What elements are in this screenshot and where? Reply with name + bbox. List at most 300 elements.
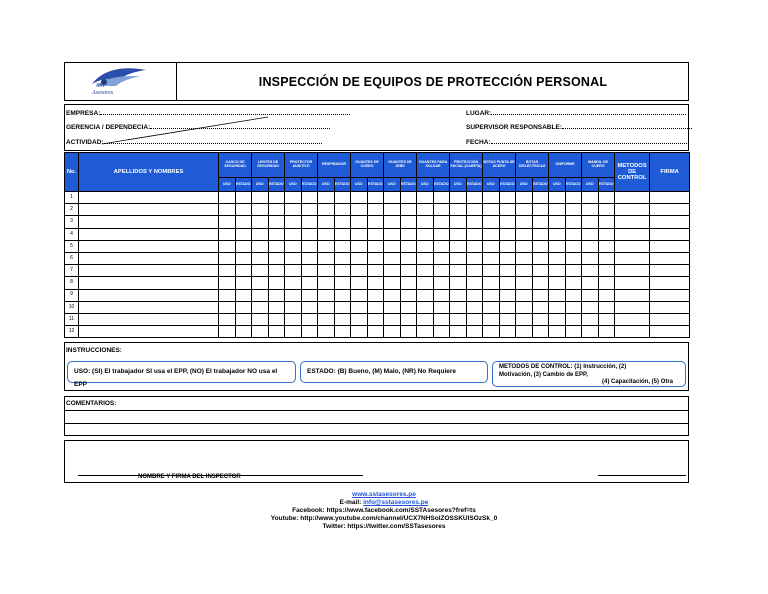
epp-cell[interactable] <box>400 228 417 240</box>
epp-cell[interactable] <box>351 240 368 252</box>
epp-cell[interactable] <box>384 228 401 240</box>
epp-cell[interactable] <box>483 277 500 289</box>
epp-cell[interactable] <box>285 277 302 289</box>
epp-cell[interactable] <box>466 326 483 338</box>
epp-cell[interactable] <box>565 252 582 264</box>
epp-cell[interactable] <box>252 192 269 204</box>
name-cell[interactable] <box>79 301 219 313</box>
epp-cell[interactable] <box>252 204 269 216</box>
fecha-field[interactable] <box>466 139 689 146</box>
epp-cell[interactable] <box>351 313 368 325</box>
epp-cell[interactable] <box>582 326 599 338</box>
firma-cell[interactable] <box>650 265 690 277</box>
epp-cell[interactable] <box>301 313 318 325</box>
name-cell[interactable] <box>79 277 219 289</box>
epp-cell[interactable] <box>549 313 566 325</box>
epp-cell[interactable] <box>367 326 384 338</box>
epp-cell[interactable] <box>549 228 566 240</box>
web-link[interactable]: www.sstasesores.pe <box>352 491 416 498</box>
epp-cell[interactable] <box>582 265 599 277</box>
epp-cell[interactable] <box>235 277 252 289</box>
metodos-cell[interactable] <box>615 192 650 204</box>
epp-cell[interactable] <box>351 216 368 228</box>
firma-cell[interactable] <box>650 326 690 338</box>
epp-cell[interactable] <box>565 228 582 240</box>
epp-cell[interactable] <box>219 277 236 289</box>
epp-cell[interactable] <box>565 192 582 204</box>
epp-cell[interactable] <box>400 192 417 204</box>
name-cell[interactable] <box>79 204 219 216</box>
epp-cell[interactable] <box>367 289 384 301</box>
epp-cell[interactable] <box>466 216 483 228</box>
epp-cell[interactable] <box>268 192 285 204</box>
epp-cell[interactable] <box>466 313 483 325</box>
epp-cell[interactable] <box>384 289 401 301</box>
epp-cell[interactable] <box>400 240 417 252</box>
epp-cell[interactable] <box>318 265 335 277</box>
epp-cell[interactable] <box>466 277 483 289</box>
epp-cell[interactable] <box>598 277 615 289</box>
epp-cell[interactable] <box>433 204 450 216</box>
epp-cell[interactable] <box>582 289 599 301</box>
epp-cell[interactable] <box>499 192 516 204</box>
epp-cell[interactable] <box>417 204 434 216</box>
epp-cell[interactable] <box>516 192 533 204</box>
epp-cell[interactable] <box>400 289 417 301</box>
epp-cell[interactable] <box>499 240 516 252</box>
epp-cell[interactable] <box>516 240 533 252</box>
epp-cell[interactable] <box>235 240 252 252</box>
epp-cell[interactable] <box>235 216 252 228</box>
epp-cell[interactable] <box>400 313 417 325</box>
metodos-cell[interactable] <box>615 289 650 301</box>
epp-cell[interactable] <box>301 301 318 313</box>
epp-cell[interactable] <box>384 265 401 277</box>
supervisor-field[interactable] <box>466 124 692 131</box>
metodos-cell[interactable] <box>615 228 650 240</box>
epp-cell[interactable] <box>565 326 582 338</box>
epp-cell[interactable] <box>252 301 269 313</box>
epp-cell[interactable] <box>516 265 533 277</box>
epp-cell[interactable] <box>499 326 516 338</box>
epp-cell[interactable] <box>351 289 368 301</box>
epp-cell[interactable] <box>219 326 236 338</box>
epp-cell[interactable] <box>400 265 417 277</box>
epp-cell[interactable] <box>516 252 533 264</box>
epp-cell[interactable] <box>598 313 615 325</box>
epp-cell[interactable] <box>582 240 599 252</box>
epp-cell[interactable] <box>516 301 533 313</box>
epp-cell[interactable] <box>565 265 582 277</box>
epp-cell[interactable] <box>334 313 351 325</box>
epp-cell[interactable] <box>433 301 450 313</box>
epp-cell[interactable] <box>499 204 516 216</box>
epp-cell[interactable] <box>235 252 252 264</box>
epp-cell[interactable] <box>499 277 516 289</box>
name-cell[interactable] <box>79 265 219 277</box>
epp-cell[interactable] <box>400 326 417 338</box>
email-link[interactable]: info@sstasesores.pe <box>363 499 429 506</box>
epp-cell[interactable] <box>532 289 549 301</box>
epp-cell[interactable] <box>252 289 269 301</box>
epp-cell[interactable] <box>235 204 252 216</box>
epp-cell[interactable] <box>219 252 236 264</box>
epp-cell[interactable] <box>433 228 450 240</box>
epp-cell[interactable] <box>219 204 236 216</box>
epp-cell[interactable] <box>450 240 467 252</box>
epp-cell[interactable] <box>285 204 302 216</box>
epp-cell[interactable] <box>549 326 566 338</box>
epp-cell[interactable] <box>285 192 302 204</box>
epp-cell[interactable] <box>384 301 401 313</box>
epp-cell[interactable] <box>235 192 252 204</box>
epp-cell[interactable] <box>301 277 318 289</box>
epp-cell[interactable] <box>433 216 450 228</box>
epp-cell[interactable] <box>450 204 467 216</box>
epp-cell[interactable] <box>466 301 483 313</box>
epp-cell[interactable] <box>532 326 549 338</box>
epp-cell[interactable] <box>499 216 516 228</box>
epp-cell[interactable] <box>417 277 434 289</box>
epp-cell[interactable] <box>433 240 450 252</box>
epp-cell[interactable] <box>433 313 450 325</box>
epp-cell[interactable] <box>301 240 318 252</box>
epp-cell[interactable] <box>252 240 269 252</box>
epp-cell[interactable] <box>582 301 599 313</box>
epp-cell[interactable] <box>565 216 582 228</box>
firma-cell[interactable] <box>650 313 690 325</box>
epp-cell[interactable] <box>268 216 285 228</box>
epp-cell[interactable] <box>532 240 549 252</box>
epp-cell[interactable] <box>450 192 467 204</box>
firma-cell[interactable] <box>650 204 690 216</box>
epp-cell[interactable] <box>549 252 566 264</box>
epp-cell[interactable] <box>268 313 285 325</box>
epp-cell[interactable] <box>532 277 549 289</box>
epp-cell[interactable] <box>268 301 285 313</box>
epp-cell[interactable] <box>367 252 384 264</box>
epp-cell[interactable] <box>549 289 566 301</box>
epp-cell[interactable] <box>499 228 516 240</box>
epp-cell[interactable] <box>334 240 351 252</box>
firma-cell[interactable] <box>650 252 690 264</box>
epp-cell[interactable] <box>516 277 533 289</box>
epp-cell[interactable] <box>285 216 302 228</box>
epp-cell[interactable] <box>598 289 615 301</box>
metodos-cell[interactable] <box>615 216 650 228</box>
epp-cell[interactable] <box>483 192 500 204</box>
epp-cell[interactable] <box>483 252 500 264</box>
epp-cell[interactable] <box>598 252 615 264</box>
epp-cell[interactable] <box>483 204 500 216</box>
epp-cell[interactable] <box>268 228 285 240</box>
epp-cell[interactable] <box>417 265 434 277</box>
epp-cell[interactable] <box>252 277 269 289</box>
name-cell[interactable] <box>79 228 219 240</box>
epp-cell[interactable] <box>466 252 483 264</box>
epp-cell[interactable] <box>268 289 285 301</box>
firma-cell[interactable] <box>650 289 690 301</box>
epp-cell[interactable] <box>384 313 401 325</box>
epp-cell[interactable] <box>318 313 335 325</box>
epp-cell[interactable] <box>285 313 302 325</box>
epp-cell[interactable] <box>598 216 615 228</box>
epp-cell[interactable] <box>367 277 384 289</box>
epp-cell[interactable] <box>252 216 269 228</box>
epp-cell[interactable] <box>532 252 549 264</box>
epp-cell[interactable] <box>483 313 500 325</box>
epp-cell[interactable] <box>532 216 549 228</box>
name-cell[interactable] <box>79 326 219 338</box>
name-cell[interactable] <box>79 240 219 252</box>
epp-cell[interactable] <box>466 204 483 216</box>
epp-cell[interactable] <box>384 204 401 216</box>
epp-cell[interactable] <box>367 228 384 240</box>
epp-cell[interactable] <box>532 301 549 313</box>
epp-cell[interactable] <box>417 216 434 228</box>
epp-cell[interactable] <box>334 216 351 228</box>
epp-cell[interactable] <box>318 277 335 289</box>
epp-cell[interactable] <box>285 289 302 301</box>
epp-cell[interactable] <box>219 228 236 240</box>
epp-cell[interactable] <box>318 252 335 264</box>
epp-cell[interactable] <box>450 301 467 313</box>
epp-cell[interactable] <box>268 277 285 289</box>
epp-cell[interactable] <box>433 289 450 301</box>
epp-cell[interactable] <box>532 265 549 277</box>
epp-cell[interactable] <box>483 228 500 240</box>
epp-cell[interactable] <box>252 313 269 325</box>
epp-cell[interactable] <box>598 228 615 240</box>
epp-cell[interactable] <box>549 204 566 216</box>
epp-cell[interactable] <box>549 216 566 228</box>
epp-cell[interactable] <box>268 326 285 338</box>
epp-cell[interactable] <box>334 289 351 301</box>
epp-cell[interactable] <box>235 289 252 301</box>
epp-cell[interactable] <box>598 192 615 204</box>
epp-cell[interactable] <box>450 289 467 301</box>
epp-cell[interactable] <box>400 216 417 228</box>
epp-cell[interactable] <box>582 192 599 204</box>
firma-cell[interactable] <box>650 228 690 240</box>
epp-cell[interactable] <box>301 216 318 228</box>
firma-cell[interactable] <box>650 192 690 204</box>
epp-cell[interactable] <box>351 192 368 204</box>
name-cell[interactable] <box>79 289 219 301</box>
epp-cell[interactable] <box>565 301 582 313</box>
epp-cell[interactable] <box>450 228 467 240</box>
epp-cell[interactable] <box>466 240 483 252</box>
epp-cell[interactable] <box>417 228 434 240</box>
epp-cell[interactable] <box>235 265 252 277</box>
epp-cell[interactable] <box>285 252 302 264</box>
epp-cell[interactable] <box>252 326 269 338</box>
epp-cell[interactable] <box>582 252 599 264</box>
epp-cell[interactable] <box>598 204 615 216</box>
epp-cell[interactable] <box>483 301 500 313</box>
name-cell[interactable] <box>79 252 219 264</box>
epp-cell[interactable] <box>334 301 351 313</box>
epp-cell[interactable] <box>466 265 483 277</box>
epp-cell[interactable] <box>252 265 269 277</box>
epp-cell[interactable] <box>400 301 417 313</box>
epp-cell[interactable] <box>367 204 384 216</box>
epp-cell[interactable] <box>549 277 566 289</box>
epp-cell[interactable] <box>433 265 450 277</box>
firma-cell[interactable] <box>650 301 690 313</box>
firma-cell[interactable] <box>650 240 690 252</box>
epp-cell[interactable] <box>367 301 384 313</box>
epp-cell[interactable] <box>301 192 318 204</box>
epp-cell[interactable] <box>301 228 318 240</box>
epp-cell[interactable] <box>532 192 549 204</box>
epp-cell[interactable] <box>565 204 582 216</box>
epp-cell[interactable] <box>400 252 417 264</box>
epp-cell[interactable] <box>483 289 500 301</box>
epp-cell[interactable] <box>219 265 236 277</box>
epp-cell[interactable] <box>334 326 351 338</box>
epp-cell[interactable] <box>466 289 483 301</box>
epp-cell[interactable] <box>499 265 516 277</box>
epp-cell[interactable] <box>301 265 318 277</box>
epp-cell[interactable] <box>384 216 401 228</box>
epp-cell[interactable] <box>417 252 434 264</box>
epp-cell[interactable] <box>318 192 335 204</box>
epp-cell[interactable] <box>450 216 467 228</box>
epp-cell[interactable] <box>367 192 384 204</box>
epp-cell[interactable] <box>285 326 302 338</box>
firma-cell[interactable] <box>650 216 690 228</box>
epp-cell[interactable] <box>351 204 368 216</box>
epp-cell[interactable] <box>219 313 236 325</box>
footer-twitter[interactable]: Twitter: https://twitter.com/SSTasesores <box>322 523 446 530</box>
metodos-cell[interactable] <box>615 252 650 264</box>
epp-cell[interactable] <box>285 228 302 240</box>
lugar-field[interactable] <box>466 110 686 117</box>
epp-cell[interactable] <box>582 277 599 289</box>
epp-cell[interactable] <box>549 301 566 313</box>
epp-cell[interactable] <box>516 216 533 228</box>
epp-cell[interactable] <box>384 326 401 338</box>
epp-cell[interactable] <box>433 277 450 289</box>
epp-cell[interactable] <box>582 216 599 228</box>
epp-cell[interactable] <box>598 326 615 338</box>
epp-cell[interactable] <box>351 265 368 277</box>
name-cell[interactable] <box>79 313 219 325</box>
metodos-cell[interactable] <box>615 240 650 252</box>
epp-cell[interactable] <box>466 228 483 240</box>
metodos-cell[interactable] <box>615 313 650 325</box>
epp-cell[interactable] <box>516 204 533 216</box>
epp-cell[interactable] <box>334 277 351 289</box>
epp-cell[interactable] <box>450 313 467 325</box>
epp-cell[interactable] <box>516 289 533 301</box>
epp-cell[interactable] <box>483 265 500 277</box>
epp-cell[interactable] <box>417 192 434 204</box>
epp-cell[interactable] <box>549 265 566 277</box>
epp-cell[interactable] <box>483 326 500 338</box>
epp-cell[interactable] <box>367 313 384 325</box>
epp-cell[interactable] <box>219 192 236 204</box>
epp-cell[interactable] <box>384 252 401 264</box>
epp-cell[interactable] <box>433 326 450 338</box>
epp-cell[interactable] <box>565 313 582 325</box>
epp-cell[interactable] <box>351 301 368 313</box>
epp-cell[interactable] <box>417 240 434 252</box>
epp-cell[interactable] <box>483 216 500 228</box>
epp-cell[interactable] <box>483 240 500 252</box>
epp-cell[interactable] <box>598 301 615 313</box>
epp-cell[interactable] <box>268 265 285 277</box>
epp-cell[interactable] <box>499 313 516 325</box>
epp-cell[interactable] <box>499 301 516 313</box>
epp-cell[interactable] <box>450 252 467 264</box>
epp-cell[interactable] <box>400 277 417 289</box>
epp-cell[interactable] <box>219 301 236 313</box>
epp-cell[interactable] <box>334 192 351 204</box>
metodos-cell[interactable] <box>615 326 650 338</box>
epp-cell[interactable] <box>532 228 549 240</box>
epp-cell[interactable] <box>235 301 252 313</box>
name-cell[interactable] <box>79 192 219 204</box>
epp-cell[interactable] <box>318 240 335 252</box>
epp-cell[interactable] <box>351 326 368 338</box>
epp-cell[interactable] <box>318 301 335 313</box>
epp-cell[interactable] <box>268 204 285 216</box>
epp-cell[interactable] <box>384 277 401 289</box>
epp-cell[interactable] <box>268 252 285 264</box>
epp-cell[interactable] <box>219 216 236 228</box>
epp-cell[interactable] <box>417 301 434 313</box>
epp-cell[interactable] <box>351 252 368 264</box>
epp-cell[interactable] <box>582 204 599 216</box>
epp-cell[interactable] <box>301 204 318 216</box>
epp-cell[interactable] <box>367 265 384 277</box>
epp-cell[interactable] <box>318 228 335 240</box>
epp-cell[interactable] <box>565 240 582 252</box>
epp-cell[interactable] <box>367 216 384 228</box>
epp-cell[interactable] <box>565 277 582 289</box>
epp-cell[interactable] <box>252 228 269 240</box>
epp-cell[interactable] <box>318 289 335 301</box>
footer-youtube[interactable]: Youtube: http://www.youtube.com/channel/UCX7NHSolZOSSKUlSOzSk_0 <box>270 515 498 522</box>
epp-cell[interactable] <box>351 277 368 289</box>
epp-cell[interactable] <box>384 240 401 252</box>
epp-cell[interactable] <box>285 240 302 252</box>
epp-cell[interactable] <box>450 326 467 338</box>
metodos-cell[interactable] <box>615 301 650 313</box>
epp-cell[interactable] <box>252 252 269 264</box>
epp-cell[interactable] <box>499 289 516 301</box>
epp-cell[interactable] <box>433 252 450 264</box>
epp-cell[interactable] <box>598 265 615 277</box>
epp-cell[interactable] <box>450 265 467 277</box>
epp-cell[interactable] <box>334 204 351 216</box>
epp-cell[interactable] <box>301 252 318 264</box>
epp-cell[interactable] <box>318 216 335 228</box>
name-cell[interactable] <box>79 216 219 228</box>
epp-cell[interactable] <box>219 289 236 301</box>
epp-cell[interactable] <box>516 228 533 240</box>
metodos-cell[interactable] <box>615 204 650 216</box>
epp-cell[interactable] <box>285 265 302 277</box>
epp-cell[interactable] <box>516 326 533 338</box>
epp-cell[interactable] <box>235 313 252 325</box>
epp-cell[interactable] <box>433 192 450 204</box>
epp-cell[interactable] <box>417 289 434 301</box>
epp-cell[interactable] <box>516 313 533 325</box>
epp-cell[interactable] <box>334 252 351 264</box>
